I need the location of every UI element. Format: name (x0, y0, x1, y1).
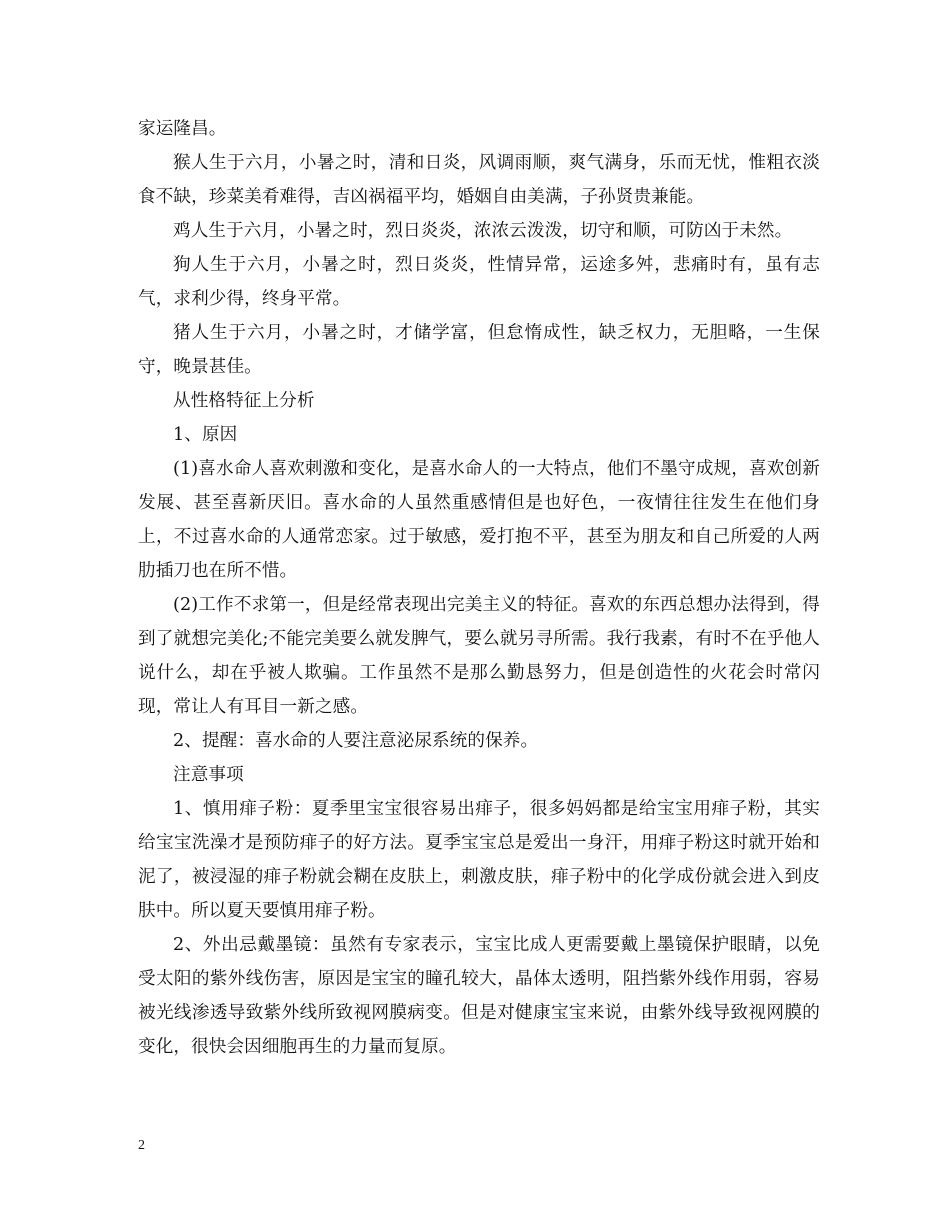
paragraph-note-1: 1、慎用痱子粉：夏季里宝宝很容易出痱子，很多妈妈都是给宝宝用痱子粉，其实给宝宝洗澡才是预防痱子的好方法。夏季宝宝总是爱出一身汗，用痱子粉这时就开始和泥了，被浸湿的痱子粉就会糊在皮肤上，刺激皮肤，痱子粉中的化学成份就会进入到皮肤中。所以夏天要慎用痱子粉。 (138, 799, 820, 921)
section-heading-personality: 从性格特征上分析 (173, 391, 315, 411)
document-body (138, 112, 820, 1064)
paragraph-reason-1: (1)喜水命人喜欢刺激和变化，是喜水命人的一大特点，他们不墨守成规，喜欢创新发展、甚至喜新厌旧。喜水命的人虽然重感情但是也好色，一夜情往往发生在他们身上，不过喜水命的人通常恋家。过于敏感，爱打抱不平，甚至为朋友和自己所爱的人两肋插刀也在所不惜。 (138, 459, 820, 581)
paragraph-continuation: 家运隆昌。 (138, 119, 227, 139)
section-heading-notes: 注意事项 (173, 765, 244, 785)
paragraph-pig: 猪人生于六月，小暑之时，才储学富，但怠惰成性，缺乏权力，无胆略，一生保守，晚景甚佳。 (138, 323, 820, 377)
paragraph-monkey: 猴人生于六月，小暑之时，清和日炎，风调雨顺，爽气满身，乐而无忧，惟粗衣淡食不缺，珍菜美肴难得，吉凶祸福平均，婚姻自由美满，子孙贤贵兼能。 (138, 153, 820, 207)
paragraph-reason-2: (2)工作不求第一，但是经常表现出完美主义的特征。喜欢的东西总想办法得到，得到了就想完美化;不能完美要么就发脾气，要么就另寻所需。我行我素，有时不在乎他人说什么，却在乎被人欺骗。工作虽然不是那么勤恳努力，但是创造性的火花会时常闪现，常让人有耳目一新之感。 (138, 595, 820, 717)
subheading-reason: 1、原因 (173, 425, 238, 445)
paragraph-note-2: 2、外出忌戴墨镜：虽然有专家表示，宝宝比成人更需要戴上墨镜保护眼睛，以免受太阳的紫外线伤害，原因是宝宝的瞳孔较大，晶体太透明，阻挡紫外线作用弱，容易被光线渗透导致紫外线所致视网膜病变。但是对健康宝宝来说，由紫外线导致视网膜的变化，很快会因细胞再生的力量而复原。 (138, 935, 820, 1057)
page-number: 2 (138, 1138, 145, 1153)
paragraph-reminder: 2、提醒：喜水命的人要注意泌尿系统的保养。 (173, 731, 539, 751)
paragraph-dog: 狗人生于六月，小暑之时，烈日炎炎，性情异常，运途多舛，悲痛时有，虽有志气，求利少得，终身平常。 (138, 255, 820, 309)
paragraph-rooster: 鸡人生于六月，小暑之时，烈日炎炎，浓浓云泼泼，切守和顺，可防凶于未然。 (173, 221, 793, 241)
